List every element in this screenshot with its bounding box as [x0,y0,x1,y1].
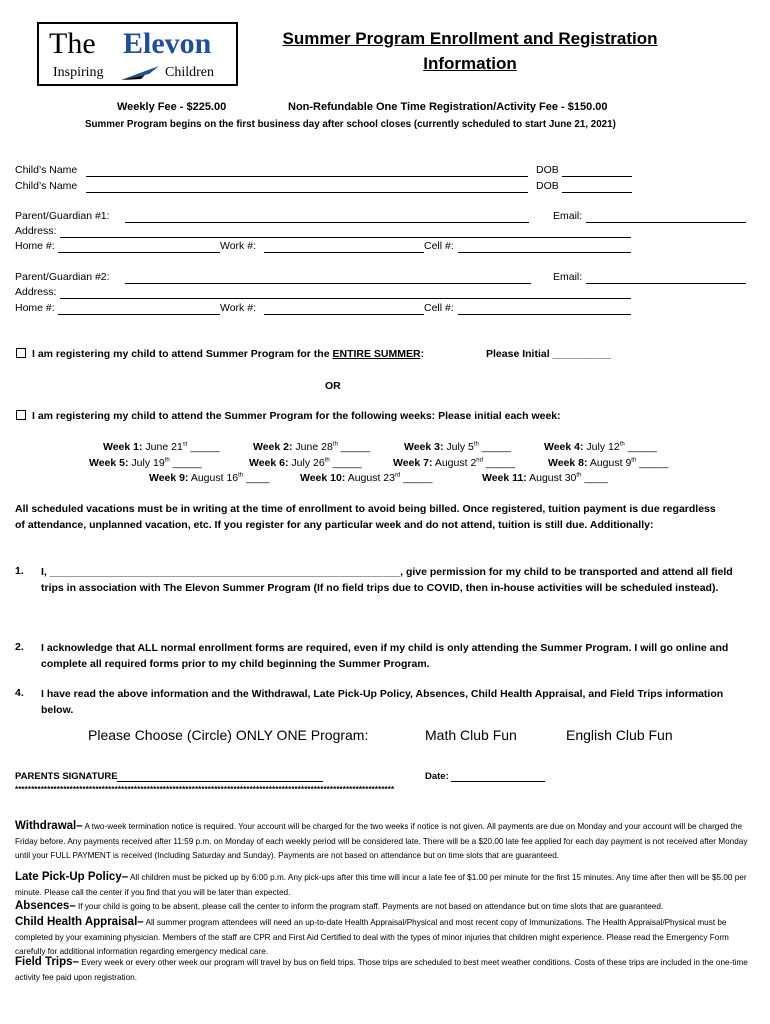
weekly-option[interactable] [16,410,561,422]
policy-heading: Field Trips– [15,956,79,968]
divider: ********************************************************************************************************************** [15,785,395,794]
dob-field-1[interactable] [562,176,632,177]
parent1-cell-label: Cell #: [424,240,454,252]
week-7[interactable] [393,457,515,469]
week-date: August 30 [529,472,577,484]
date-field[interactable] [451,781,545,782]
entire-summer-emphasis: ENTIRE SUMMER [332,348,421,360]
entire-summer-text: I am registering my child to attend Summer Program for the [32,348,333,360]
parent1-email-label: Email: [553,210,583,222]
parent2-field[interactable] [125,283,531,284]
parent2-home-label: Home #: [15,302,55,314]
week-11[interactable] [482,472,608,484]
week-3[interactable] [404,441,511,453]
entire-summer-option[interactable] [16,348,424,360]
swoosh-icon [119,64,163,82]
signature-field[interactable] [117,781,323,782]
week-date-suffix: th [473,441,479,448]
week-date: June 21 [145,441,183,453]
dob-field-2[interactable] [562,192,632,193]
week-initial-blank[interactable]: _____ [172,457,202,469]
week-date-suffix: th [332,441,338,448]
parent1-work-field[interactable] [264,252,424,253]
week-date: July 19 [131,457,165,469]
child-name-field-2[interactable] [86,192,528,193]
program-prompt: Please Choose (Circle) ONLY ONE Program: [88,727,369,743]
parent1-address-label: Address: [15,225,57,237]
entire-summer-checkbox[interactable] [16,348,26,358]
weekly-option-text: I am registering my child to attend the Summer Program for the following weeks: Please initial each week: [32,410,561,422]
parent2-label: Parent/Guardian #2: [15,271,110,283]
weekly-fee: Weekly Fee - $225.00 [117,101,227,113]
entire-summer-initial[interactable]: Please Initial __________ [486,348,611,360]
parent2-email-field[interactable] [586,283,746,284]
week-5[interactable] [89,457,202,469]
item-text-1: I, ____________________________________________________________, give permission for my child to be transported and attend all field trips in association with The Elevon Summer Program (If no field trips due to COVID, then in-house activities will be scheduled instead). [41,566,733,594]
dob-label-1: DOB [536,164,559,176]
parent2-address-field[interactable] [60,298,631,299]
week-initial-blank[interactable]: _____ [639,457,669,469]
policy-text: If your child is going to be absent, please call the center to inform the program staff. Payments are not based on attendance but on time slots that are guaranteed. [75,902,664,911]
signature-label: PARENTS SIGNATURE [15,771,118,782]
parent2-cell-field[interactable] [458,314,631,315]
week-date-suffix: rd [394,472,401,479]
parent1-label: Parent/Guardian #1: [15,210,110,222]
policy-5 [15,955,753,985]
policy-text: A two-week termination notice is required. Your account will be charged for the two weeks if notice is not given. All payments are due on Monday and your account will be charged the Friday before. Any payments received after 11:59 p.m. on Monday of each weekly period will be considered late. There will be a $20.00 late fee applied for each day payment is not received after Monday until your FULL PAYMENT is received (Including Saturday and Sunday). Payments are not based on attendance but on time slots that are guaranteed. [15,822,748,860]
week-date: August 16 [190,472,239,484]
policy-3 [15,899,753,915]
title-line-2: Information [423,54,517,73]
week-label: Week 10: [300,472,346,484]
policy-heading: Child Health Appraisal– [15,916,144,928]
policy-4 [15,915,753,960]
week-label: Week 6: [249,457,289,469]
week-initial-blank[interactable]: _____ [340,441,370,453]
week-initial-blank[interactable]: _____ [627,441,657,453]
week-date: August 2 [434,457,477,469]
week-4[interactable] [544,441,657,453]
policy-1 [15,819,753,864]
parent1-home-label: Home #: [15,240,55,252]
policy-heading: Absences– [15,900,76,912]
policy-heading: Late Pick-Up Policy– [15,871,129,883]
parent1-email-field[interactable] [586,222,746,223]
week-label: Week 11: [482,472,527,484]
week-date: August 9 [589,457,632,469]
week-initial-blank[interactable]: ____ [584,472,608,484]
parent2-cell-label: Cell #: [424,302,454,314]
week-label: Week 8: [548,457,588,469]
week-10[interactable] [300,472,432,484]
week-2[interactable] [253,441,370,453]
program-math[interactable]: Math Club Fun [425,727,517,743]
item-number-4: 4. [15,687,24,699]
parent2-address-label: Address: [15,286,57,298]
week-label: Week 1: [103,441,143,453]
week-initial-blank[interactable]: _____ [190,441,220,453]
week-label: Week 7: [393,457,433,469]
or-label: OR [325,380,341,392]
week-date: June 28 [295,441,333,453]
week-date-suffix: th [631,457,637,464]
week-date-suffix: th [238,472,244,479]
parent2-home-field[interactable] [58,314,220,315]
policy-text: All summer program attendees will need an up-to-date Health Appraisal/Physical and most recent copy of Immunizations. The Health Appraisal/Physical must be completed by your examining physician. Members of the staff are CPR and First Aid Certified to deal with the types of minor injuries that children might experience. Please read the Emergency Form carefully for additional information regarding emergency medical care. [15,918,729,956]
policy-text: Every week or every other week our program will travel by bus on field trips. Those trips are scheduled to best meet weather conditions. Costs of these trips are included in the one-time activity fee paid upon registration. [15,958,748,982]
week-date: August 23 [347,472,395,484]
week-date-suffix: nd [476,457,483,464]
week-initial-blank[interactable]: _____ [485,457,516,469]
child-name-label-2: Child’s Name [15,180,78,192]
child-name-field-1[interactable] [86,176,528,177]
page-title [240,26,700,76]
program-start: Summer Program begins on the first business day after school closes (currently scheduled to start June 21, 2021) [85,119,616,130]
policy-text: All children must be picked up by 6:00 p.m. Any pick-ups after this time will incur a late fee of $1.00 per minute for the first 15 minutes. Any time after then will be $5.00 per minute. Please call the center if you find that you will be later than expected. [15,873,747,897]
week-initial-blank[interactable]: _____ [332,457,362,469]
parent1-home-field[interactable] [58,252,220,253]
date-label: Date: [425,771,449,782]
policy-2 [15,870,753,900]
week-date-suffix: th [619,441,625,448]
elevon-logo [37,22,238,86]
week-label: Week 9: [149,472,189,484]
week-label: Week 5: [89,457,129,469]
child-name-label-1: Child’s Name [15,164,78,176]
parent1-address-field[interactable] [60,237,631,238]
week-date: July 12 [586,441,620,453]
title-line-1: Summer Program Enrollment and Registration [282,29,658,48]
weekly-checkbox[interactable] [16,410,26,420]
policy-heading: Withdrawal– [15,820,83,832]
item-number-1: 1. [15,565,24,577]
week-label: Week 3: [404,441,444,453]
week-initial-blank[interactable]: _____ [403,472,433,484]
week-initial-blank[interactable]: _____ [481,441,511,453]
week-date-suffix: th [324,457,330,464]
week-date-suffix: st [182,441,188,448]
parent2-email-label: Email: [553,271,583,283]
week-date-suffix: th [576,472,582,479]
week-date: July 5 [446,441,474,453]
item-text-4: I have read the above information and the Withdrawal, Late Pick-Up Policy, Absences, Child Health Appraisal, and Field Trips information below. [41,688,724,716]
vacation-policy: All scheduled vacations must be in writing at the time of enrollment to avoid being billed. Once registered, tuition payment is due regardless of attendance, unplanned vacation, etc. If you register for any particular week and do not attend, tuition is still due. Additionally: [15,503,716,531]
week-8[interactable] [548,457,668,469]
item-text-2: I acknowledge that ALL normal enrollment forms are required, even if my child is only attending the Summer Program. I will go online and complete all required forms prior to my child beginning the Summer Program. [41,642,729,670]
week-date: July 26 [291,457,325,469]
week-6[interactable] [249,457,362,469]
entire-summer-colon: : [420,348,425,360]
item-number-2: 2. [15,641,24,653]
week-label: Week 2: [253,441,293,453]
dob-label-2: DOB [536,180,559,192]
parent1-field[interactable] [125,222,529,223]
week-1[interactable] [103,441,220,453]
week-date-suffix: th [164,457,170,464]
logo-children: Children [165,65,214,80]
parent1-cell-field[interactable] [458,252,631,253]
week-9[interactable] [149,472,269,484]
logo-inspiring: Inspiring [53,65,104,80]
logo-the: The [49,27,96,60]
parent2-work-field[interactable] [264,314,424,315]
registration-fee: Non-Refundable One Time Registration/Activity Fee - $150.00 [288,101,608,113]
week-initial-blank[interactable]: ____ [246,472,270,484]
parent1-work-label: Work #: [220,240,256,252]
logo-elevon: Elevon [123,27,212,60]
week-label: Week 4: [544,441,584,453]
parent2-work-label: Work #: [220,302,256,314]
program-english[interactable]: English Club Fun [566,727,673,743]
